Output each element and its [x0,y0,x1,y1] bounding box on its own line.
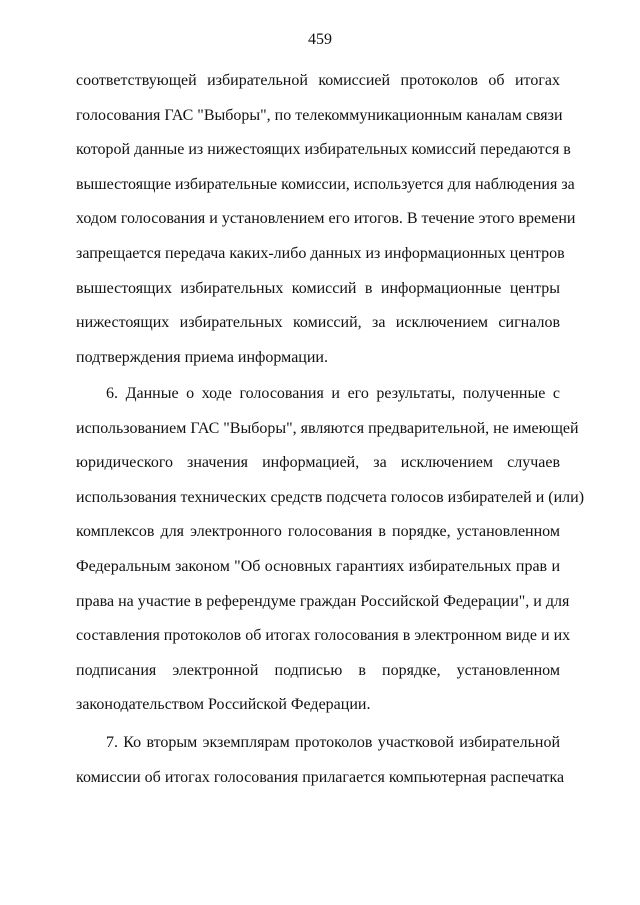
text-line: вышестоящие избирательные комиссии, используется для наблюдения за [76,175,575,193]
text-line: ходом голосования и установлением его итогов. В течение этого времени [76,210,576,228]
text-line: использования технических средств подсчета голосов избирателей и (или) [76,488,585,506]
text-line: комиссии об итогах голосования прилагается компьютерная распечатка [76,768,565,786]
text-line: вышестоящих избирательных комиссий в информационные центры [76,279,560,297]
text-line: юридического значения информацией, за исключением случаев [76,454,560,472]
text-line: подписания электронной подписью в порядке, установленном [76,661,560,679]
text-line: 7. Ко вторым экземплярам протоколов участковой избирательной [106,734,560,751]
text-line: права на участие в референдуме граждан Российской Федерации", и для [76,592,570,610]
text-line: которой данные из нижестоящих избирательных комиссий передаются в [76,141,571,159]
paragraph-continuation [76,64,576,375]
text-line: голосования ГАС "Выборы", по телекоммуникационным каналам связи [76,106,563,124]
paragraph-item-6 [76,377,585,723]
page-number: 459 [308,31,332,48]
text-line: запрещается передача каких-либо данных из информационных центров [76,244,565,262]
text-line: 6. Данные о ходе голосования и его результаты, полученные с [106,385,560,402]
text-line: нижестоящих избирательных комиссий, за исключением сигналов [76,314,560,332]
text-line: Федеральным законом "Об основных гарантиях избирательных прав и [76,557,560,575]
text-line: подтверждения приема информации. [76,348,328,366]
text-line: законодательством Российской Федерации. [76,696,371,714]
text-line: составления протоколов об итогах голосования в электронном виде и их [76,627,571,645]
text-line: использованием ГАС "Выборы", являются предварительной, не имеющей [76,419,579,437]
text-line: соответствующей избирательной комиссией протоколов об итогах [76,72,560,89]
text-line: комплексов для электронного голосования в порядке, установленном [76,523,560,541]
paragraph-item-7 [76,726,565,795]
